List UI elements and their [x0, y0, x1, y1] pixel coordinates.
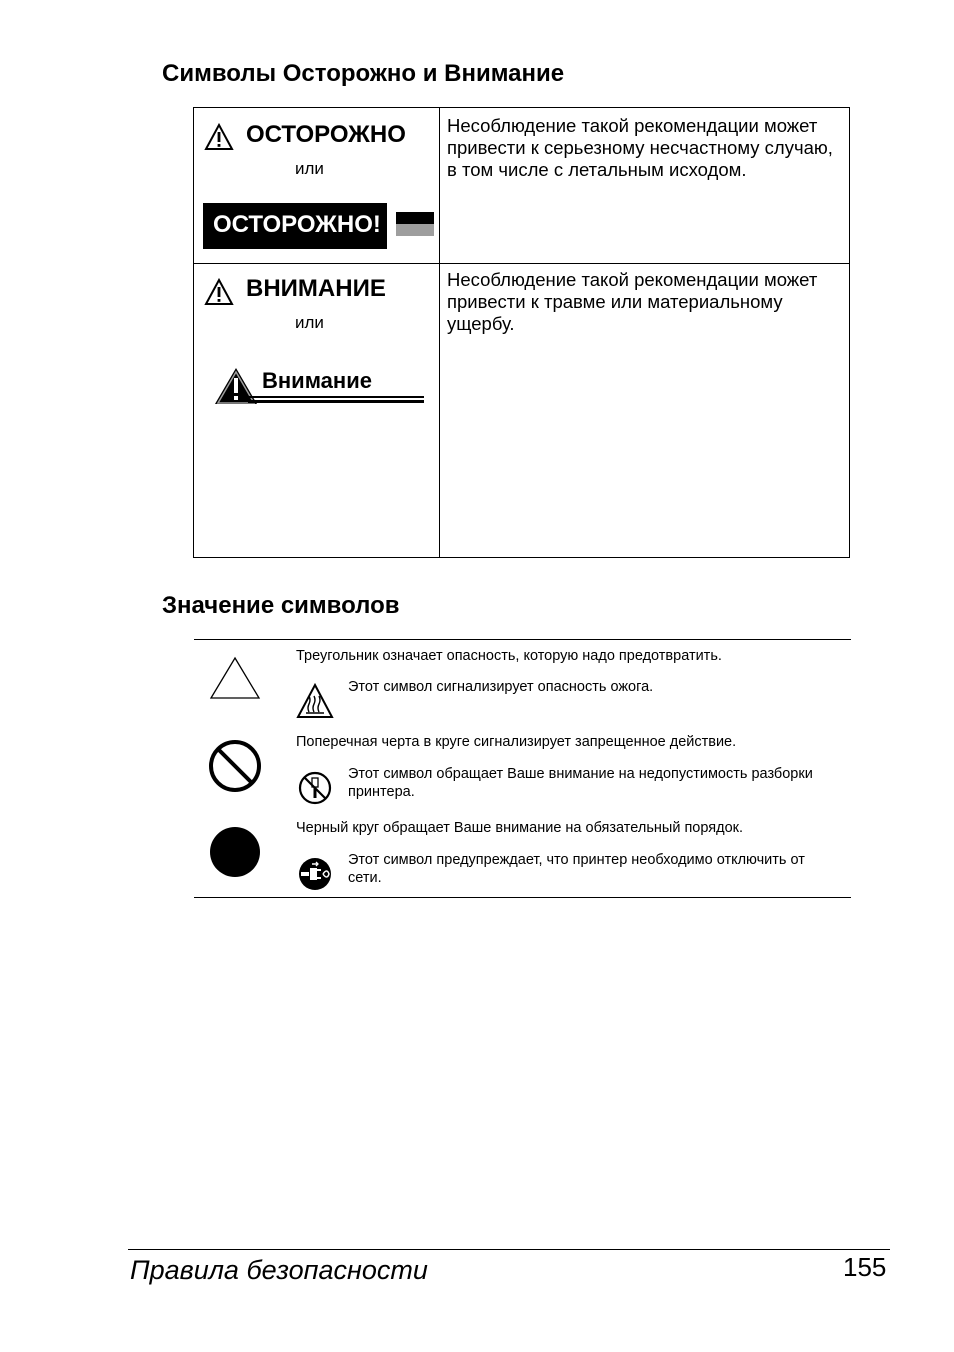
- or-text: или: [295, 159, 324, 178]
- table-row-divider: [194, 263, 849, 264]
- banner-rule-bottom: [248, 400, 424, 403]
- caution-description: Несоблюдение такой рекомендации может привести к травме или материальному ущербу.: [447, 269, 818, 334]
- meaning-main-text: Поперечная черта в круге сигнализирует запрещенное действие.: [296, 734, 737, 750]
- warning-table: [193, 107, 850, 558]
- banner-rule-top: [248, 396, 424, 398]
- caution-banner-text: Внимание: [262, 368, 372, 393]
- burn-hazard-icon: [296, 683, 334, 719]
- caution-label: ВНИМАНИЕ: [246, 275, 386, 302]
- section-title-symbols: Символы Осторожно и Внимание: [162, 60, 565, 87]
- meaning-main-text: Черный круг обращает Ваше внимание на обязательный порядок.: [296, 820, 744, 836]
- black-circle-icon: [209, 826, 261, 878]
- no-disassembly-icon: [298, 771, 332, 805]
- meaning-sub-text: Этот символ сигнализирует опасность ожога.: [348, 679, 654, 695]
- footer-title: Правила безопасности: [130, 1255, 428, 1285]
- meaning-main-text: Треугольник означает опасность, которую надо предотвратить.: [296, 648, 722, 664]
- footer-rule: [128, 1249, 890, 1250]
- triangle-icon: [209, 656, 261, 700]
- section-title-meaning: Значение символов: [162, 592, 400, 619]
- banner-black-tab: [396, 212, 434, 224]
- page-number: 155: [843, 1252, 887, 1282]
- prohibition-circle-icon: [207, 738, 263, 794]
- warning-banner-text: ОСТОРОЖНО!: [203, 203, 387, 249]
- warning-triangle-icon: [204, 123, 234, 151]
- warning-description: Несоблюдение такой рекомендации может привести к серьезному несчастному случаю, в том числе с летальным исходом.: [447, 115, 833, 180]
- banner-gray-tab: [396, 224, 434, 236]
- meaning-sub-text: Этот символ предупреждает, что принтер необходимо отключить от сети.: [348, 852, 805, 886]
- unplug-icon: [298, 857, 332, 891]
- or-text: или: [295, 313, 324, 332]
- meaning-sub-text: Этот символ обращает Ваше внимание на недопустимость разборки принтера.: [348, 766, 813, 800]
- warning-label: ОСТОРОЖНО: [246, 121, 406, 148]
- caution-banner: [214, 366, 426, 408]
- caution-triangle-icon: [204, 278, 234, 306]
- meaning-bottom-rule: [194, 897, 851, 898]
- table-column-divider: [439, 108, 440, 557]
- meaning-top-rule: [194, 639, 851, 640]
- warning-banner: [203, 203, 435, 249]
